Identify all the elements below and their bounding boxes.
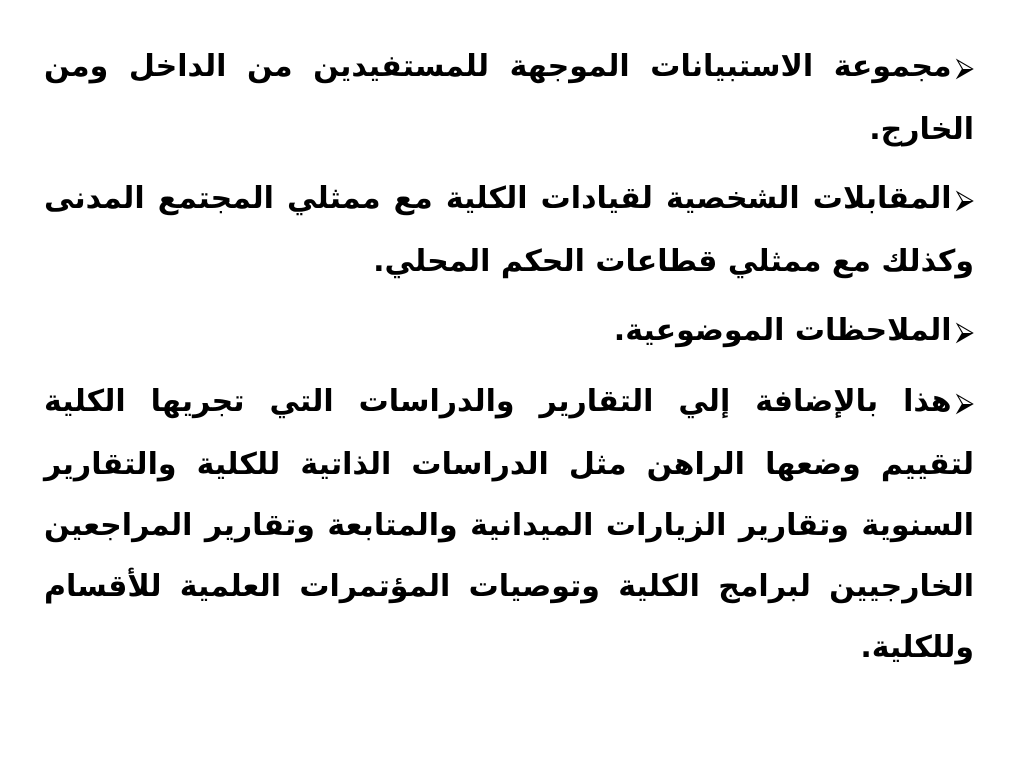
bullet-item-interviews	[44, 168, 974, 292]
arrow-bullet-icon: ⮚	[955, 53, 974, 83]
bullet-list	[44, 36, 974, 678]
bullet-text: المقابلات الشخصية لقيادات الكلية مع ممثلي المجتمع المدنى وكذلك مع ممثلي قطاعات الحكم المحلي.	[44, 181, 974, 279]
bullet-text: مجموعة الاستبيانات الموجهة للمستفيدين من الداخل ومن الخارج.	[44, 49, 974, 147]
arrow-bullet-icon: ⮚	[955, 185, 974, 215]
bullet-item-questionnaires	[44, 36, 974, 160]
bullet-item-observations	[44, 300, 974, 363]
arrow-bullet-icon: ⮚	[955, 388, 974, 418]
bullet-text: الملاحظات الموضوعية.	[613, 313, 952, 348]
bullet-text: هذا بالإضافة إلي التقارير والدراسات التي تجريها الكلية لتقييم وضعها الراهن مثل الدراسات الذاتية للكلية والتقارير السنوية وتقارير الزيارات الميدانية والمتابعة وتقارير المراجعين الخارجيين لبرامج الكلية وتوصيات المؤتمرات العلمية للأقسام وللكلية.	[44, 384, 974, 665]
arrow-bullet-icon: ⮚	[955, 317, 974, 347]
bullet-item-reports	[44, 371, 974, 678]
